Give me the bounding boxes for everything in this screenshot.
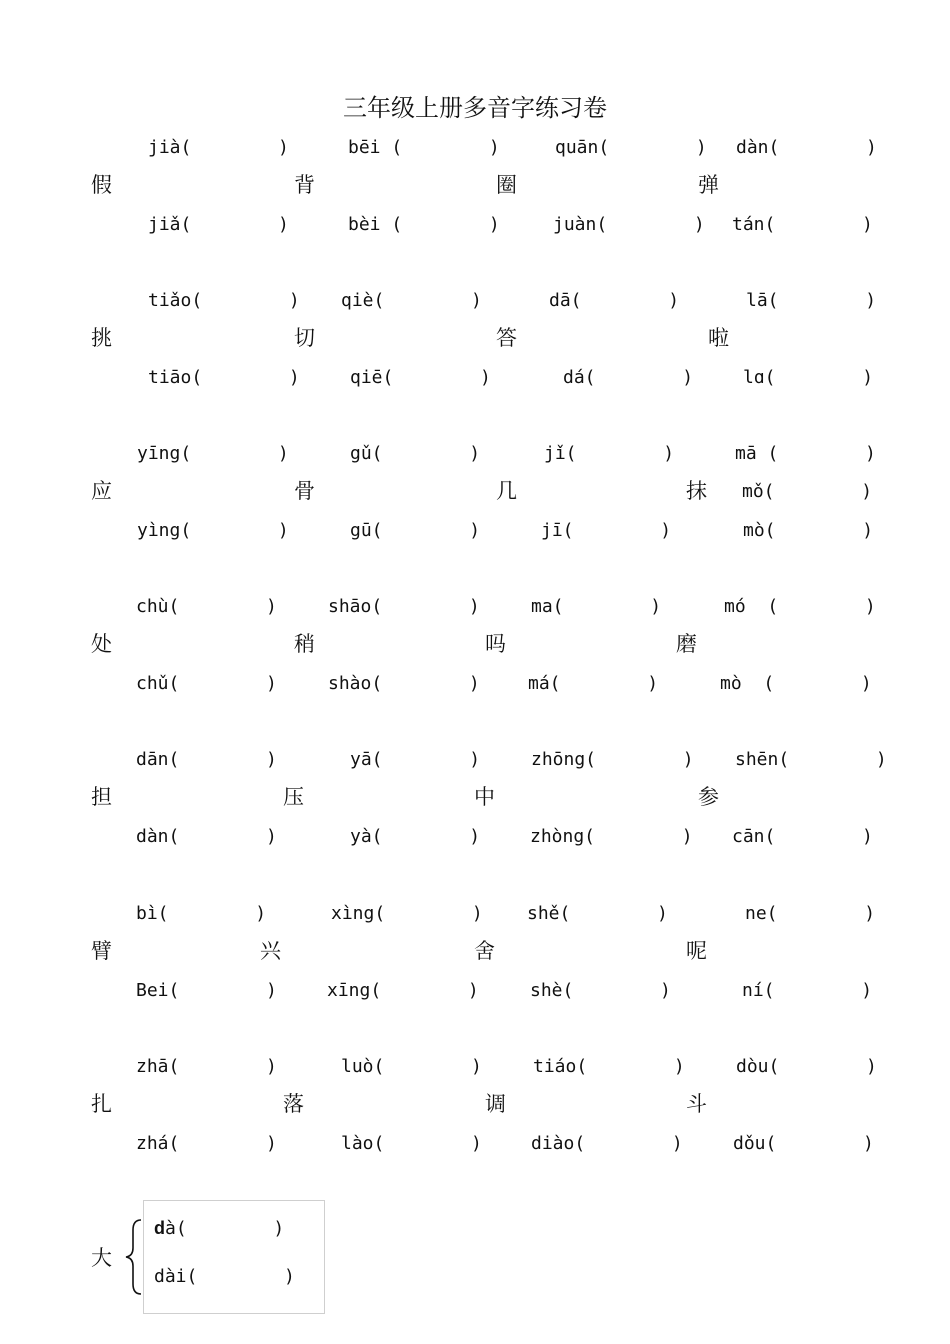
pinyin-option-top: dān( ) [136, 749, 277, 770]
pinyin-option-bottom: gū( ) [350, 520, 481, 541]
pinyin-option-bottom: tán( ) [732, 214, 873, 235]
character: 舍 [474, 939, 495, 963]
pinyin-option-top: xìng( ) [331, 903, 483, 924]
pinyin-option-bottom: cān( ) [732, 826, 873, 847]
pinyin-option-top: jǐ( ) [544, 443, 675, 464]
pinyin-option-top: ma( ) [531, 596, 662, 617]
pinyin-option-bottom: mò( ) [743, 520, 874, 541]
character: 背 [294, 173, 315, 197]
pinyin-option-top: zhā( ) [136, 1056, 277, 1077]
character: 弹 [698, 173, 719, 197]
pinyin-option-top: bì( ) [136, 903, 267, 924]
character: 骨 [294, 479, 315, 503]
pinyin-option-bottom: shào( ) [328, 673, 480, 694]
pinyin-option-bottom: dàn( ) [136, 826, 277, 847]
character: 落 [283, 1092, 304, 1116]
character: 磨 [676, 632, 697, 656]
pinyin-option-bottom: Bei( ) [136, 980, 277, 1001]
pinyin-option-top: tiǎo( ) [148, 290, 300, 311]
pinyin-option-bottom: qiē( ) [350, 367, 491, 388]
pinyin-option-bottom: má( ) [528, 673, 659, 694]
character: 切 [294, 326, 315, 350]
pinyin-option-top: yā( ) [350, 749, 481, 770]
character: 兴 [260, 939, 281, 963]
pinyin-option-top: yīng( ) [137, 443, 289, 464]
pinyin-option-top: ne( ) [745, 903, 876, 924]
pinyin-option-top: shāo( ) [328, 596, 480, 617]
pinyin-option-bottom: lào( ) [341, 1133, 482, 1154]
pinyin-option-top: jià( ) [148, 137, 289, 158]
pinyin-option-bottom: yà( ) [350, 826, 481, 847]
pinyin-option-bottom: diào( ) [531, 1133, 683, 1154]
character: 调 [485, 1092, 506, 1116]
pinyin-option-top: gǔ( ) [350, 443, 481, 464]
pinyin-da-1 [154, 1216, 284, 1241]
pinyin-option-bottom: chǔ( ) [136, 673, 277, 694]
character-da: 大 [91, 1246, 112, 1270]
pinyin-da-1-rest: à( ) [165, 1218, 285, 1239]
pinyin-option-bottom: juàn( ) [553, 214, 705, 235]
pinyin-option-top: bēi ( ) [348, 137, 500, 158]
pinyin-option-top: quān( ) [555, 137, 707, 158]
pinyin-option-bottom: yìng( ) [137, 520, 289, 541]
pinyin-option-bottom: dǒu( ) [733, 1133, 874, 1154]
character: 圈 [496, 173, 517, 197]
pinyin-option-top: mó ( ) [724, 596, 876, 617]
pinyin-option-top: mā ( ) [735, 443, 876, 464]
character: 啦 [708, 326, 729, 350]
character: 挑 [91, 326, 112, 350]
pinyin-option-bottom: bèi ( ) [348, 214, 500, 235]
pinyin-option-bottom: jī( ) [541, 520, 672, 541]
character: 扎 [91, 1092, 112, 1116]
pinyin-option-top: chù( ) [136, 596, 277, 617]
pinyin-option-top: dā( ) [549, 290, 680, 311]
character: 呢 [686, 939, 707, 963]
pinyin-option-bottom: mò ( ) [720, 673, 872, 694]
pinyin-option-bottom: zhá( ) [136, 1133, 277, 1154]
character: 臂 [91, 939, 112, 963]
pinyin-option-top: tiáo( ) [533, 1056, 685, 1077]
brace-icon [124, 1218, 144, 1296]
character: 斗 [686, 1092, 707, 1116]
pinyin-option-top: shēn( ) [735, 749, 887, 770]
character: 抹 [686, 479, 707, 503]
page-title: 三年级上册多音字练习卷 [343, 94, 607, 122]
character: 应 [91, 479, 112, 503]
pinyin-option-top: shě( ) [527, 903, 668, 924]
pinyin-option-bottom: tiāo( ) [148, 367, 300, 388]
pinyin-option-top: dàn( ) [736, 137, 877, 158]
pinyin-dai: dài( ) [154, 1266, 295, 1287]
pinyin-option-bottom: dá( ) [563, 367, 694, 388]
character: 答 [496, 326, 517, 350]
pinyin-option-bottom: lɑ( ) [743, 367, 874, 388]
character: 处 [91, 632, 112, 656]
character: 中 [474, 785, 495, 809]
character: 假 [91, 173, 112, 197]
character: 吗 [485, 632, 506, 656]
pinyin-option-extra: mǒ( ) [742, 481, 873, 502]
pinyin-option-bottom: jiǎ( ) [148, 214, 289, 235]
pinyin-option-bottom: zhòng( ) [530, 826, 693, 847]
pinyin-option-top: lā( ) [746, 290, 877, 311]
pinyin-option-top: zhōng( ) [531, 749, 694, 770]
pinyin-option-bottom: xīng( ) [327, 980, 479, 1001]
pinyin-option-bottom: ní( ) [742, 980, 873, 1001]
character: 压 [283, 785, 304, 809]
character: 担 [91, 785, 112, 809]
character: 参 [698, 785, 719, 809]
pinyin-option-top: qiè( ) [341, 290, 482, 311]
character: 稍 [294, 632, 315, 656]
pinyin-option-bottom: shè( ) [530, 980, 671, 1001]
pinyin-option-top: luò( ) [341, 1056, 482, 1077]
pinyin-da-1-initial: d [154, 1218, 165, 1238]
pinyin-option-top: dòu( ) [736, 1056, 877, 1077]
character: 几 [496, 479, 517, 503]
